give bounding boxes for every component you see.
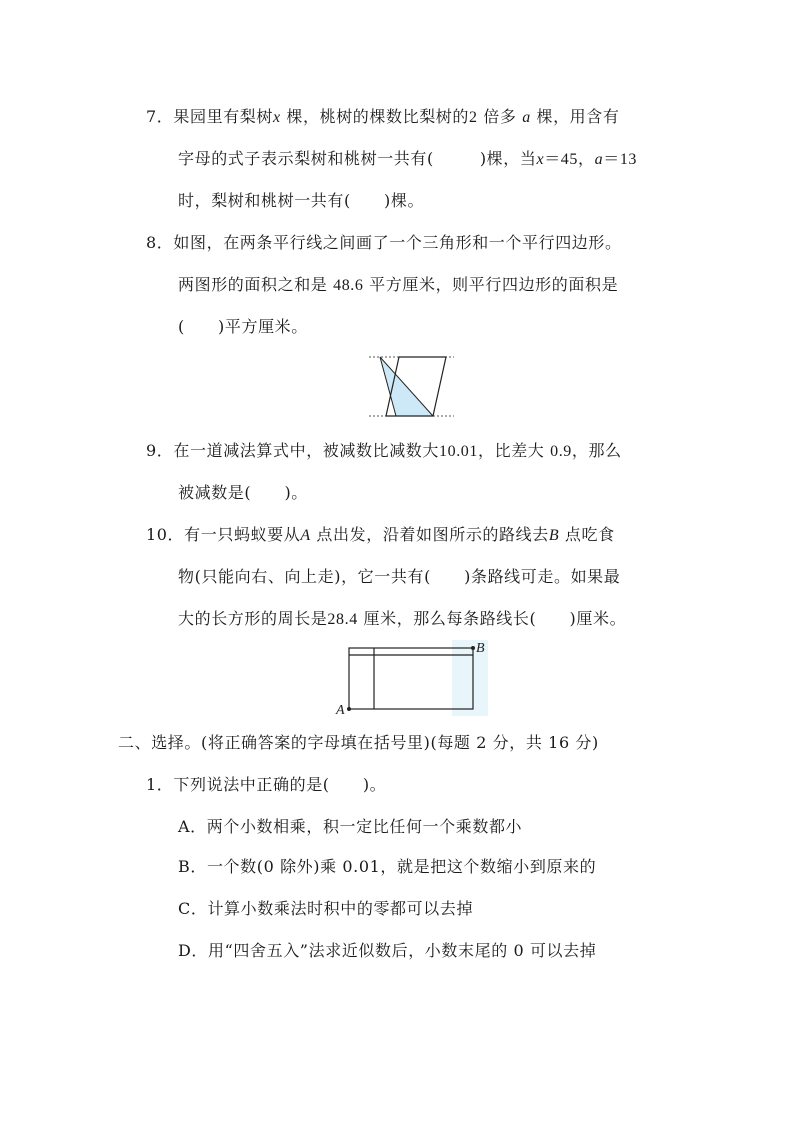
number: 10.01 — [439, 443, 478, 460]
q9-text: ，那么 — [571, 441, 622, 460]
option-b[interactable]: B．一个数(0 除外)乘 0.01，就是把这个数缩小到原来的 — [178, 857, 597, 876]
q8-figure — [366, 352, 456, 422]
q8-line-3: ( )平方厘米。 — [178, 317, 308, 336]
var-a: a — [522, 109, 531, 126]
q10-text: 大的长方形的周长是 — [178, 609, 328, 628]
q7-number: 7． — [146, 107, 174, 126]
q10-number: 10． — [146, 525, 185, 544]
q8-line-2 — [178, 274, 618, 297]
s2-q1-number: 1． — [146, 775, 174, 794]
q7-text: 棵，桃树的棵数比梨树的 — [280, 107, 469, 126]
q8-line-1 — [146, 232, 622, 254]
q9-line-2: 被减数是( )。 — [178, 483, 308, 502]
option-c[interactable]: C．计算小数乘法时积中的零都可以去掉 — [178, 899, 474, 918]
point-b-dot — [471, 646, 475, 650]
q7-text: 倍多 — [477, 107, 517, 126]
q7-line-3: 时，梨树和桃树一共有( )棵。 — [178, 191, 425, 210]
q7-line-1 — [146, 106, 619, 129]
section-2-heading: 二、选择。(将正确答案的字母填在括号里)(每题 2 分，共 16 分) — [118, 733, 599, 752]
q10-line-3 — [178, 608, 626, 631]
q10-text: 点吃食 — [559, 525, 615, 544]
q8-text: 两图形的面积之和是 — [178, 275, 328, 294]
s2-q1-text: 下列说法中正确的是( )。 — [173, 775, 387, 794]
q7-line-2 — [178, 148, 637, 171]
var-a: a — [594, 151, 604, 168]
var-x: x — [273, 109, 281, 126]
q10-line-1 — [146, 524, 615, 547]
label-b: B — [476, 641, 485, 656]
q7-text: 棵，用含有 — [530, 107, 620, 126]
q8-number: 8． — [146, 233, 174, 252]
number: 48.6 — [333, 277, 364, 294]
option-a[interactable]: A．两个小数相乘，积一定比任何一个乘数都小 — [178, 817, 523, 836]
q7-text: 果园里有梨树 — [173, 107, 273, 126]
q9-line-1 — [146, 440, 622, 463]
q8-text: 平方厘米，则平行四边形的面积是 — [363, 275, 619, 294]
q9-text: ，比差大 — [478, 441, 545, 460]
equation: ＝45， — [544, 151, 595, 168]
q9-number: 9． — [146, 441, 174, 460]
q8-text: 如图，在两条平行线之间画了一个三角形和一个平行四边形。 — [173, 233, 622, 252]
q7-text: )棵，当 — [479, 149, 537, 168]
point-b: B — [548, 527, 560, 544]
s2-q1-stem — [146, 774, 386, 796]
equation: ＝13 — [603, 151, 638, 168]
q10-text: 点出发，沿着如图所示的路线去 — [310, 525, 549, 544]
number: 0.9 — [550, 443, 572, 460]
q10-text: 厘米，那么每条路线长( )厘米。 — [357, 609, 627, 628]
number: 2 — [469, 109, 478, 126]
option-d[interactable]: D．用“四舍五入”法求近似数后，小数末尾的 0 可以去掉 — [178, 941, 597, 960]
point-a: A — [300, 527, 311, 544]
q10-text: 有一只蚂蚁要从 — [184, 525, 301, 544]
var-x: x — [536, 151, 545, 168]
number: 28.4 — [327, 611, 358, 628]
label-a: A — [336, 703, 345, 718]
q10-figure — [334, 638, 494, 718]
point-a-dot — [347, 707, 351, 711]
q10-line-2: 物(只能向右、向上走)，它一共有( )条路线可走。如果最 — [178, 567, 621, 586]
q7-text: 字母的式子表示梨树和桃树一共有( — [178, 149, 434, 168]
q9-text: 在一道减法算式中，被减数比减数大 — [173, 441, 439, 460]
